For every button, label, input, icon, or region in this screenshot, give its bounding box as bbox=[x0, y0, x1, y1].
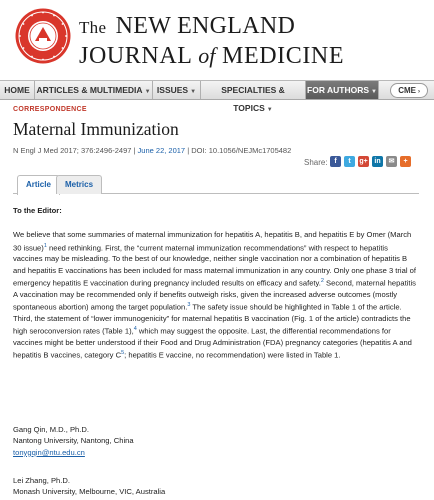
author-email-link[interactable]: tonygqin@ntu.edu.cn bbox=[13, 447, 85, 457]
title-journal: JOURNAL bbox=[79, 43, 192, 69]
chevron-down-icon: ▼ bbox=[144, 89, 151, 95]
chevron-down-icon: ▼ bbox=[266, 107, 273, 113]
para-text: need rethinking. First, the “current maternal immunization recommendations” with respect to hepatitis vaccines may be misleading. To the best of our knowledge, neither single vaccination nor a combination of hepatitis B and hepatitis E vaccinations has been included for mass maternal immunization in any country. Only one phase 3 trial of emergency hepatitis E vaccination during pregnancy included results on efficacy and safety. bbox=[13, 243, 416, 288]
google-plus-icon[interactable]: g+ bbox=[359, 158, 368, 165]
citation bbox=[13, 146, 291, 155]
publication-date[interactable]: June 22, 2017 bbox=[137, 146, 186, 155]
linkedin-icon[interactable]: in bbox=[372, 156, 383, 167]
chevron-down-icon: ▼ bbox=[371, 89, 377, 95]
nav-issues[interactable] bbox=[153, 81, 201, 99]
cme-label: CME bbox=[398, 86, 416, 95]
title-line-1: NEW ENGLAND bbox=[115, 13, 296, 39]
nav-articles-multimedia[interactable] bbox=[35, 81, 153, 99]
tab-metrics-label: Metrics bbox=[65, 180, 94, 189]
para-text: which may suggest the opposite. Last, the differential recommendations for vaccines might be better understood if their Food and Drug Administration (FDA) pregnancy categories (hepatitis A and hepatitis B vaccines, category C bbox=[13, 326, 412, 360]
facebook-icon[interactable]: f bbox=[330, 156, 341, 167]
plus-icon[interactable]: + bbox=[400, 156, 411, 167]
para-text: Second, maternal hepatitis A vaccination may be recommended only if benefits outweigh risks, given the increased adverse outcomes (mostly spontaneous abortion) among the target population. bbox=[13, 278, 416, 312]
article-category[interactable]: CORRESPONDENCE bbox=[13, 106, 87, 113]
nav-articles-label: ARTICLES & MULTIMEDIA bbox=[36, 85, 143, 95]
author-name: Gang Qin, M.D., Ph.D. bbox=[13, 425, 89, 434]
citation-prefix: N Engl J Med 2017; 376:2496-2497 | bbox=[13, 146, 136, 155]
tab-article[interactable] bbox=[17, 175, 60, 195]
title-the: The bbox=[79, 18, 107, 37]
para-text: ; hepatitis E vaccine, no recommendation) were listed in Table 1. bbox=[124, 350, 341, 360]
letter-body bbox=[13, 205, 419, 361]
reference-link[interactable]: 1 bbox=[43, 242, 47, 249]
nav-for-authors-label: FOR AUTHORS bbox=[307, 85, 370, 95]
reference-link[interactable]: 5 bbox=[121, 350, 125, 357]
reference-link[interactable]: 4 bbox=[133, 326, 137, 333]
salutation: To the Editor: bbox=[13, 206, 62, 215]
nav-specialties-topics[interactable] bbox=[201, 81, 306, 113]
article-title: Maternal Immunization bbox=[13, 119, 179, 139]
chevron-down-icon: ▼ bbox=[190, 89, 197, 95]
letter-paragraph bbox=[13, 229, 419, 361]
nav-for-authors[interactable] bbox=[306, 81, 379, 99]
title-medicine: MEDICINE bbox=[222, 43, 345, 69]
para-text: The safety issue should be highlighted in Table 1 of the article. Third, the statement of “lower immunogenicity” for maternal hepatitis B vaccination (Fig. 1 of the article) contradicts the high seroconversion rates (Table 1), bbox=[13, 302, 411, 336]
masthead bbox=[0, 0, 434, 78]
nejm-seal-icon[interactable] bbox=[14, 7, 72, 65]
chevron-right-icon: › bbox=[418, 89, 420, 95]
nav-home[interactable] bbox=[0, 81, 35, 99]
author-name: Lei Zhang, Ph.D. bbox=[13, 476, 70, 485]
para-text: We believe that some summaries of maternal immunization for hepatitis A, hepatitis B, and hepatitis E by Omer (March 30 issue) bbox=[13, 230, 412, 253]
email-icon[interactable]: ✉ bbox=[386, 156, 397, 167]
author-signature bbox=[13, 424, 134, 458]
title-of: of bbox=[198, 43, 216, 68]
author-signature bbox=[13, 475, 165, 498]
reference-link[interactable]: 2 bbox=[320, 278, 324, 285]
nav-home-label: HOME bbox=[4, 85, 30, 95]
cme-button[interactable] bbox=[390, 83, 428, 98]
reference-link[interactable]: 3 bbox=[187, 302, 191, 309]
citation-doi: | DOI: 10.1056/NEJMc1705482 bbox=[187, 146, 292, 155]
journal-title[interactable] bbox=[79, 14, 344, 70]
twitter-icon[interactable]: t bbox=[344, 156, 355, 167]
author-affiliation: Nantong University, Nantong, China bbox=[13, 436, 134, 446]
tab-metrics[interactable] bbox=[56, 175, 102, 194]
nav-specialties-label: SPECIALTIES & TOPICS bbox=[221, 85, 285, 113]
tab-article-label: Article bbox=[26, 180, 51, 189]
share-label: Share: bbox=[304, 158, 328, 167]
author-affiliation: Monash University, Melbourne, VIC, Australia bbox=[13, 487, 166, 497]
nav-issues-label: ISSUES bbox=[156, 85, 189, 95]
